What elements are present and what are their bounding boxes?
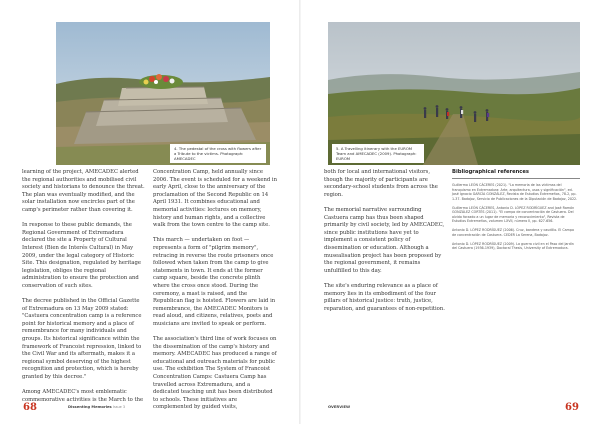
paragraph: The memorial narrative surrounding Castuera camp has thus been shaped primarily by civil society, led by AMECADEC, since public institutions have yet to implement a consistent policy of dissemination or education. Although a musealisation project has been proposed by the regional government, it remains unfulfilled to this day. [324,206,445,274]
paragraph: Among AMECADEC's most emblematic commemorative activities is the March to the [22,389,144,403]
photo-caption: 4. The pedestal of the cross with flowers after a Tribute to the victims. Photograph: AMECADEC [170,144,266,163]
text-column-1 [324,169,446,313]
footer-section: OVERVIEW [328,405,351,409]
bibliography-rule [452,178,580,179]
paragraph: The association's third line of work focuses on the dissemination of the camp's history and memory. AMECADEC has produced a range of educational and outreach materials for public use. The exhibition The System of Francoist Concentration Camps: Castuera Camp has travelled across Extremadura, and a dedicated teaching unit has been distributed to schools. These initiatives are complemented by guided visits, [153,336,277,411]
paragraph: The site's enduring relevance as a place of memory lies in its embodiment of the four pillars of historical justice: truth, justice, reparation, and guarantees of non-repetition. [324,282,445,312]
page-number: 68 [23,402,37,413]
paragraph: both for local and international visitors, though the majority of participants are secondary-school students from across the region. [324,169,438,198]
paragraph: The decree published in the Official Gazette of Extremadura on 13 May 2009 stated: "Castuera concentration camp is a reference point for historical memory and a place of remembrance for many individuals and groups. Its historical significance within the framework of Francoist repression, linked to the Civil War and its aftermath, makes it a regional symbol deserving of the highest recognition and protection, which is hereby granted by this decree." [22,298,142,381]
footer-issue: Issue 3 [113,405,126,409]
photo-caption: 5. A Travelling itinerary with the EUROM Team and AMECADEC (2009). Photograph: EUROM [332,144,424,163]
paragraph: Concentration Camp, held annually since 2006. The event is scheduled for a weekend in early April, close to the anniversary of the proclamation of the Second Republic on 14 April 1931. It combines educational and memorial activities: lectures on memory, history and human rights, and a collective walk from the town centre to the camp site. [153,169,277,229]
text-column-2 [153,169,277,412]
paragraph: In response to these public demands, the Regional Government of Extremadura declared the site a Property of Cultural Interest (Bien de Interés Cultural) in May 2009, under the legal category of Historic Site. This designation, regulated by heritage legislation, obliges the regional administration to ensure the protection and conservation of such sites. [22,222,141,289]
bibliography-entry: Antonio D. LÓPEZ RODRÍGUEZ (2006). Cruz, bandera y caudillo. El Campo de concentración de Castuera. CEDER La Serena, Badajoz. [452,228,574,237]
bibliography-list [452,183,578,255]
text-column-1 [22,169,146,404]
bibliography-heading: Bibliographical references [452,169,529,175]
paragraph: learning of the project, AMECADEC alerted the regional authorities and mobilised civil society and historians to denounce the threat. The plan was eventually modified, and the solar installation now encircles part of the camp's perimeter rather than covering it. [22,169,145,213]
page-number: 69 [565,402,579,413]
bibliography-entry: Guillermo LEÓN CÁCERES, Antonio D. LÓPEZ RODRÍGUEZ and José Ramón GONZÁLEZ CORTÉS (2011). "El campo de concentración de Castuera. Del olvido forzado a un lugar de memoria y reconocimiento", Revista de Estudios Extremeños, volumen LXVII, número II, pp. 627-656. [452,205,575,224]
bibliography-entry: Guillermo LEÓN CÁCERES (2021). "La memoria de las víctimas del franquismo en Extremadura: Arte, arquitectura, usos y significación", ed. José Ignacio GARCÍA GONZÁLEZ, Revista de Estudios Extremeños, 78-2, pp. 1-37. Badajoz, Servicio de Publicaciones de la Diputación de Badajoz, 2022. [452,183,578,201]
paragraph: This march — undertaken on foot — represents a form of "pilgrim memory", retracing in reverse the route prisoners once followed when taken from the camp to give statements in town. It ends at the former camp square, beside the concrete plinth where the cross once stood. During the ceremony, a mast is raised, and the Republican flag is hoisted. Flowers are laid in remembrance, the AMECADEC Monitors is read aloud, and citizens, relatives, poets and musicians are invited to speak or perform. [153,237,276,327]
bibliography-entry: Antonio D. LÓPEZ RODRÍGUEZ (2009). La guerra civil en el Paso del Jardín del Castuera (1936-1939), Doctoral Thesis, University of Extremadura. [452,241,574,251]
footer-title: Dissenting Memories [68,405,112,409]
